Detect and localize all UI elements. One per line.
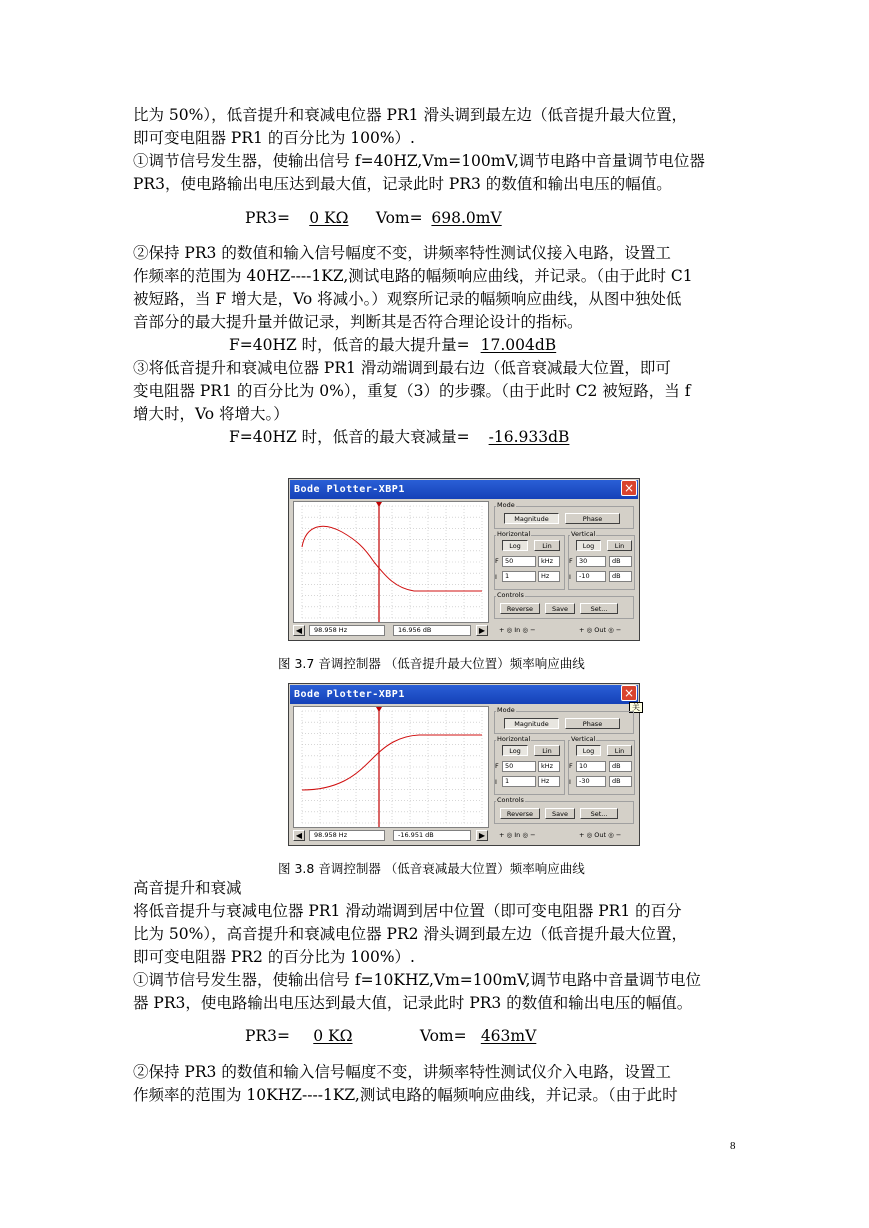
vom-label: Vom= bbox=[375, 209, 423, 227]
cursor-marker[interactable] bbox=[376, 502, 382, 507]
magnitude-button[interactable]: Magnitude bbox=[504, 513, 559, 524]
h-i-input[interactable]: 1 bbox=[502, 776, 536, 787]
h-i-input[interactable]: 1 bbox=[502, 571, 536, 582]
in-minus: − bbox=[530, 831, 536, 839]
in-plus: + bbox=[499, 626, 505, 634]
figure-caption-3-7: 图 3.7 音调控制器 （低音提升最大位置）频率响应曲线 bbox=[278, 656, 585, 671]
bode-plot-area[interactable] bbox=[293, 501, 489, 623]
horizontal-lin-button[interactable]: Lin bbox=[534, 540, 560, 551]
out-plus: + bbox=[579, 626, 585, 634]
h-f-input[interactable]: 50 bbox=[502, 761, 536, 772]
window-title: Bode Plotter-XBP1 bbox=[290, 480, 638, 499]
out-plus: + bbox=[579, 831, 585, 839]
pr3-label: PR3= bbox=[245, 209, 290, 227]
grid-lines bbox=[302, 711, 482, 823]
mode-label: Mode bbox=[497, 501, 515, 509]
text-line: 比为 50%），低音提升和衰减电位器 PR1 滑头调到最左边（低音提升最大位置， bbox=[133, 106, 687, 124]
boost-value: 17.004dB bbox=[480, 336, 557, 354]
text-line: ②保持 PR3 的数值和输入信号幅度不变，讲频率特性测试仪介入电路，设置工 bbox=[133, 1063, 671, 1081]
h-i-label: I bbox=[495, 573, 497, 581]
text-line: 音部分的最大提升量并做记录，判断其是否符合理论设计的指标。 bbox=[133, 313, 583, 331]
boost-result-line bbox=[229, 334, 562, 356]
in-terminals[interactable]: + ◎ In ◎ − bbox=[499, 626, 536, 634]
magnitude-button[interactable]: Magnitude bbox=[504, 718, 559, 729]
tooltip: 关 bbox=[629, 702, 643, 713]
text-line: 作频率的范围为 40HZ----1KZ,测试电路的幅频响应曲线，并记录。（由于此时 C1 bbox=[133, 267, 693, 285]
vertical-log-button[interactable]: Log bbox=[576, 745, 601, 756]
cut-result-line bbox=[229, 426, 573, 448]
text-line: 变电阻器 PR1 的百分比为 0%），重复（3）的步骤。（由于此时 C2 被短路，当 f bbox=[133, 382, 691, 400]
phase-button[interactable]: Phase bbox=[565, 513, 620, 524]
bode-plot-svg bbox=[294, 707, 488, 827]
boost-label: F=40HZ 时，低音的最大提升量= bbox=[229, 336, 470, 354]
set-button[interactable]: Set... bbox=[580, 603, 618, 614]
vertical-log-button[interactable]: Log bbox=[576, 540, 601, 551]
horizontal-label: Horizontal bbox=[497, 530, 531, 538]
arrow-left-icon[interactable]: ◀ bbox=[293, 625, 305, 636]
v-i-input[interactable]: -30 bbox=[576, 776, 606, 787]
arrow-right-icon[interactable]: ▶ bbox=[476, 625, 488, 636]
text-line: ③将低音提升和衰减电位器 PR1 滑动端调到最右边（低音衰减最大位置，即可 bbox=[133, 359, 671, 377]
cut-value: -16.933dB bbox=[488, 428, 570, 446]
out-label: Out bbox=[594, 626, 607, 634]
bode-plotter-window bbox=[288, 683, 640, 846]
in-plus: + bbox=[499, 831, 505, 839]
window-title: Bode Plotter-XBP1 bbox=[290, 685, 638, 704]
measurement-line-2 bbox=[245, 1025, 546, 1047]
vom-label: Vom= bbox=[419, 1027, 467, 1045]
page-number: 8 bbox=[730, 1140, 736, 1152]
h-f-label: F bbox=[495, 762, 499, 770]
vom-value: 463mV bbox=[480, 1027, 537, 1045]
out-minus: − bbox=[615, 626, 622, 634]
v-f-label: F bbox=[569, 557, 573, 565]
v-f-label: F bbox=[569, 762, 573, 770]
mode-label: Mode bbox=[497, 706, 515, 714]
figure-caption-3-8: 图 3.8 音调控制器 （低音衰减最大位置）频率响应曲线 bbox=[278, 861, 585, 876]
text-line: 作频率的范围为 10KHZ----1KZ,测试电路的幅频响应曲线，并记录。（由于此时 bbox=[133, 1086, 678, 1104]
vertical-lin-button[interactable]: Lin bbox=[607, 745, 632, 756]
v-f-unit[interactable]: dB bbox=[609, 761, 632, 772]
horizontal-label: Horizontal bbox=[497, 735, 531, 743]
horizontal-log-button[interactable]: Log bbox=[502, 745, 528, 756]
text-line: PR3，使电路输出电压达到最大值，记录此时 PR3 的数值和输出电压的幅值。 bbox=[133, 175, 672, 193]
text-line: 器 PR3，使电路输出电压达到最大值，记录此时 PR3 的数值和输出电压的幅值。 bbox=[133, 994, 693, 1012]
v-i-label: I bbox=[569, 573, 571, 581]
in-terminals[interactable]: + ◎ In ◎ − bbox=[499, 831, 536, 839]
in-minus: − bbox=[530, 626, 536, 634]
text-line: 即可变电阻器 PR1 的百分比为 100%）. bbox=[133, 129, 415, 147]
h-f-label: F bbox=[495, 557, 499, 565]
frequency-readout: 98.958 Hz bbox=[309, 830, 385, 841]
text-line: ①调节信号发生器，使输出信号 f=10KHZ,Vm=100mV,调节电路中音量调节电位 bbox=[133, 971, 701, 989]
out-terminals[interactable]: + ◎ Out ◎ − bbox=[579, 831, 622, 839]
h-f-input[interactable]: 50 bbox=[502, 556, 536, 567]
magnitude-curve bbox=[302, 526, 482, 591]
in-label: In bbox=[514, 626, 521, 634]
text-line: ②保持 PR3 的数值和输入信号幅度不变，讲频率特性测试仪接入电路，设置工 bbox=[133, 244, 671, 262]
arrow-right-icon[interactable]: ▶ bbox=[476, 830, 488, 841]
frequency-readout: 98.958 Hz bbox=[309, 625, 385, 636]
horizontal-lin-button[interactable]: Lin bbox=[534, 745, 560, 756]
text-line: 即可变电阻器 PR2 的百分比为 100%）. bbox=[133, 948, 415, 966]
vertical-label: Vertical bbox=[571, 735, 596, 743]
v-f-unit[interactable]: dB bbox=[609, 556, 632, 567]
db-readout: -16.951 dB bbox=[393, 830, 471, 841]
v-f-input[interactable]: 10 bbox=[576, 761, 606, 772]
controls-label: Controls bbox=[497, 591, 524, 599]
pr3-value: 0 KΩ bbox=[313, 1027, 353, 1045]
text-line: 增大时，Vo 将增大。） bbox=[133, 405, 289, 423]
h-i-label: I bbox=[495, 778, 497, 786]
v-i-unit[interactable]: dB bbox=[609, 776, 632, 787]
pr3-value: 0 KΩ bbox=[309, 209, 349, 227]
v-i-unit[interactable]: dB bbox=[609, 571, 632, 582]
vertical-lin-button[interactable]: Lin bbox=[607, 540, 632, 551]
v-i-label: I bbox=[569, 778, 571, 786]
bode-plot-area[interactable] bbox=[293, 706, 489, 828]
reverse-button[interactable]: Reverse bbox=[500, 603, 540, 614]
h-f-unit[interactable]: kHz bbox=[538, 556, 560, 567]
vom-value: 698.0mV bbox=[431, 209, 502, 227]
close-icon[interactable]: × bbox=[621, 685, 637, 701]
h-i-unit[interactable]: Hz bbox=[538, 776, 560, 787]
cut-label: F=40HZ 时，低音的最大衰减量= bbox=[229, 428, 470, 446]
bode-plot-svg bbox=[294, 502, 488, 622]
text-line: 被短路，当 F 增大是，Vo 将减小。）观察所记录的幅频响应曲线，从图中独处低 bbox=[133, 290, 682, 308]
save-button[interactable]: Save bbox=[545, 603, 575, 614]
cursor-marker[interactable] bbox=[376, 707, 382, 712]
vertical-label: Vertical bbox=[571, 530, 596, 538]
out-minus: − bbox=[615, 831, 622, 839]
text-line: ①调节信号发生器，使输出信号 f=40HZ,Vm=100mV,调节电路中音量调节电位器 bbox=[133, 152, 705, 170]
h-i-unit[interactable]: Hz bbox=[538, 571, 560, 582]
v-f-input[interactable]: 30 bbox=[576, 556, 606, 567]
arrow-left-icon[interactable]: ◀ bbox=[293, 830, 305, 841]
pr3-label: PR3= bbox=[245, 1027, 290, 1045]
phase-button[interactable]: Phase bbox=[565, 718, 620, 729]
grid-lines bbox=[302, 506, 482, 618]
horizontal-log-button[interactable]: Log bbox=[502, 540, 528, 551]
h-f-unit[interactable]: kHz bbox=[538, 761, 560, 772]
section-title: 高音提升和衰减 bbox=[133, 879, 242, 897]
status-bar bbox=[293, 830, 489, 842]
text-line: 比为 50%），高音提升和衰减电位器 PR2 滑头调到最左边（低音提升最大位置， bbox=[133, 925, 687, 943]
set-button[interactable]: Set... bbox=[580, 808, 618, 819]
v-i-input[interactable]: -10 bbox=[576, 571, 606, 582]
text-line: 将低音提升与衰减电位器 PR1 滑动端调到居中位置（即可变电阻器 PR1 的百分 bbox=[133, 902, 682, 920]
close-icon[interactable]: × bbox=[621, 480, 637, 496]
save-button[interactable]: Save bbox=[545, 808, 575, 819]
out-terminals[interactable]: + ◎ Out ◎ − bbox=[579, 626, 622, 634]
in-label: In bbox=[514, 831, 521, 839]
reverse-button[interactable]: Reverse bbox=[500, 808, 540, 819]
out-label: Out bbox=[594, 831, 607, 839]
db-readout: 16.956 dB bbox=[393, 625, 471, 636]
measurement-line-1 bbox=[245, 207, 506, 229]
controls-label: Controls bbox=[497, 796, 524, 804]
bode-plotter-window bbox=[288, 478, 640, 641]
status-bar bbox=[293, 625, 489, 637]
